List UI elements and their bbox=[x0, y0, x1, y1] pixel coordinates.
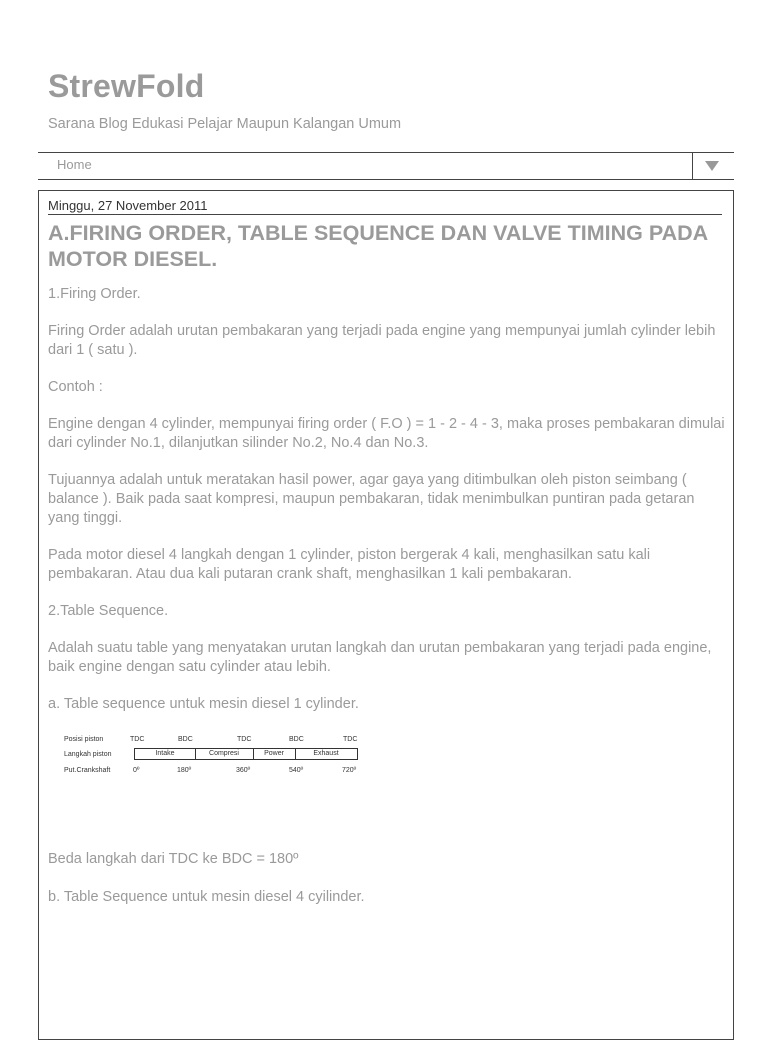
post-paragraph: a. Table sequence untuk mesin diesel 1 cylinder. bbox=[48, 696, 359, 712]
crank-angle: 180º bbox=[177, 767, 192, 774]
row-label-piston-position: Posisi piston bbox=[64, 736, 104, 743]
position-bdc: BDC bbox=[178, 736, 193, 743]
navigation-bar bbox=[38, 152, 734, 180]
sequence-table-image bbox=[64, 736, 364, 778]
post-date: Minggu, 27 November 2011 bbox=[48, 198, 722, 215]
post-paragraph: Tujuannya adalah untuk meratakan hasil power, agar gaya yang ditimbulkan oleh piston seimbang ( balance ). Baik pada saat kompresi, maupun pembakaran, tidak menimbulkan puntiran pada getaran yang tinggi. bbox=[48, 472, 695, 526]
post-paragraph: Beda langkah dari TDC ke BDC = 180º bbox=[48, 851, 299, 867]
post-title[interactable]: A.FIRING ORDER, TABLE SEQUENCE DAN VALVE TIMING PADA MOTOR DIESEL. bbox=[48, 221, 708, 271]
post-paragraph: Contoh : bbox=[48, 379, 103, 395]
row-label-crankshaft: Put.Crankshaft bbox=[64, 767, 111, 774]
crank-angle: 0º bbox=[133, 767, 140, 774]
post-body bbox=[48, 285, 726, 732]
blog-description: Sarana Blog Edukasi Pelajar Maupun Kalangan Umum bbox=[48, 116, 402, 132]
nav-menu-toggle[interactable] bbox=[692, 152, 734, 180]
position-bdc: BDC bbox=[289, 736, 304, 743]
row-label-piston-stroke: Langkah piston bbox=[64, 751, 112, 758]
post-paragraph: Engine dengan 4 cylinder, mempunyai firing order ( F.O ) = 1 - 2 - 4 - 3, maka proses pembakaran dimulai dari cylinder No.1, dilanjutkan silinder No.2, No.4 dan No.3. bbox=[48, 416, 725, 451]
stroke-power: Power bbox=[264, 750, 284, 757]
chevron-down-icon bbox=[704, 160, 720, 172]
crank-angle: 720º bbox=[342, 767, 357, 774]
post-paragraph: b. Table Sequence untuk mesin diesel 4 cyilinder. bbox=[48, 889, 365, 905]
crank-angle: 360º bbox=[236, 767, 251, 774]
stroke-compression: Compresi bbox=[209, 750, 239, 757]
position-tdc: TDC bbox=[130, 736, 145, 743]
post-paragraph: Firing Order adalah urutan pembakaran yang terjadi pada engine yang mempunyai jumlah cylinder lebih dari 1 ( satu ). bbox=[48, 323, 716, 358]
stroke-intake: Intake bbox=[155, 750, 175, 757]
position-tdc: TDC bbox=[237, 736, 252, 743]
nav-home-link[interactable]: Home bbox=[57, 157, 92, 172]
stroke-row bbox=[134, 748, 358, 760]
post-paragraph: Pada motor diesel 4 langkah dengan 1 cylinder, piston bergerak 4 kali, menghasilkan satu kali pembakaran. Atau dua kali putaran crank shaft, menghasilkan 1 kali pembakaran. bbox=[48, 547, 651, 582]
crank-angle: 540º bbox=[289, 767, 304, 774]
post-paragraph: Adalah suatu table yang menyatakan urutan langkah dan urutan pembakaran yang terjadi pada engine, baik engine dengan satu cylinder atau lebih. bbox=[48, 640, 712, 675]
stroke-exhaust: Exhaust bbox=[313, 750, 339, 757]
position-tdc: TDC bbox=[343, 736, 358, 743]
blog-title[interactable]: StrewFold bbox=[48, 68, 205, 104]
post-paragraph: 1.Firing Order. bbox=[48, 286, 141, 302]
post-paragraph: 2.Table Sequence. bbox=[48, 603, 169, 619]
